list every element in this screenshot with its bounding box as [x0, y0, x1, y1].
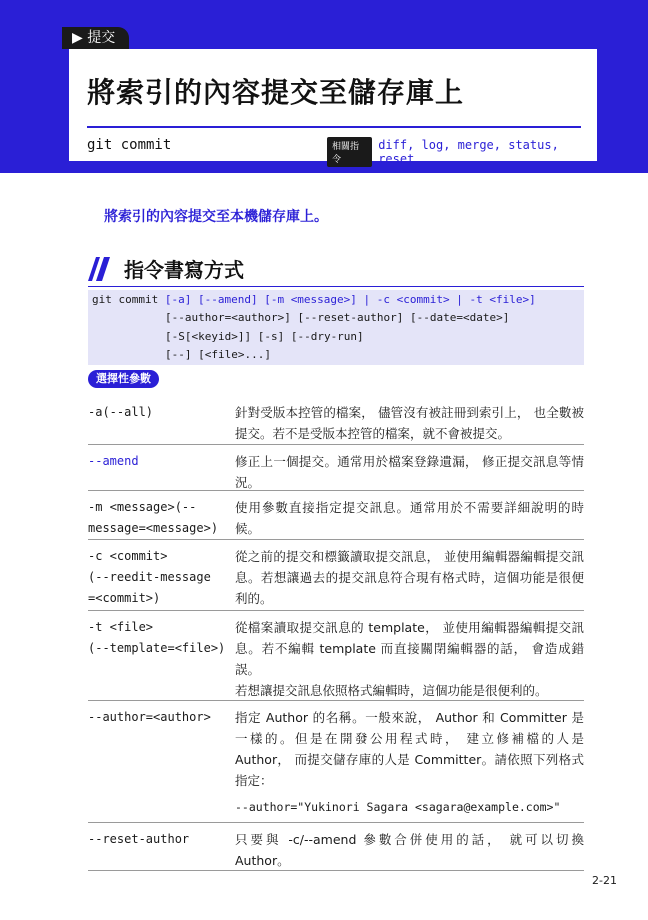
option-name: --reset-author: [88, 832, 190, 846]
option-example: --author="Yukinori Sagara <sagara@example.com>": [235, 800, 561, 814]
related-command-list: diff, log, merge, status, reset: [378, 138, 559, 166]
option-row: [88, 540, 584, 611]
optional-params-badge: 選擇性參數: [88, 370, 159, 388]
option-name: -a(--all): [88, 405, 154, 419]
option-row: [88, 701, 584, 823]
syntax-title: 指令書寫方式: [124, 258, 244, 282]
page-title: 將索引的內容提交至儲存庫上: [87, 76, 465, 109]
related-label: 相關指令: [327, 137, 372, 167]
option-name: -t <file> (--template=<file>): [88, 620, 226, 655]
option-description: 針對受版本控管的檔案， 儘管沒有被註冊到索引上， 也全數被提交。若不是受版本控管的檔案，就不會被提交。: [235, 405, 584, 441]
option-row: [88, 491, 584, 540]
option-description: 修正上一個提交。通常用於檔案登錄遺漏， 修正提交訊息等情況。: [235, 454, 584, 490]
option-name: --amend: [88, 454, 139, 468]
section-tab: ▶ 提交: [62, 27, 129, 49]
related-commands: [327, 137, 597, 167]
title-divider: [87, 126, 581, 128]
option-row: [88, 823, 584, 871]
summary-text: 將索引的內容提交至本機儲存庫上。: [104, 209, 328, 225]
syntax-line: [--author=<author>] [--reset-author] [--date=<date>]: [165, 311, 510, 324]
syntax-divider: [88, 286, 584, 287]
syntax-line: [--] [<file>...]: [165, 348, 271, 361]
option-description-text: 指定 Author 的名稱。一般來說， Author 和 Committer 是一樣的。但是在開發公用程式時， 建立修補檔的人是 Author， 而提交儲存庫的人是 Committer。請依照下列格式指定：: [235, 710, 584, 788]
option-name: -m <message>(-- message=<message>): [88, 500, 219, 535]
syntax-box: [88, 290, 584, 365]
option-name: --author=<author>: [88, 710, 211, 724]
option-description: 從檔案讀取提交訊息的 template， 並使用編輯器編輯提交訊息。若不編輯 template 而直接關閉編輯器的話， 會造成錯誤。 若想讓提交訊息依照格式編輯時，這個功能是很便利的。: [235, 620, 584, 698]
option-row: [88, 396, 584, 445]
syntax-line: git commit [-a] [--amend] [-m <message>] | -c <commit> | -t <file>]: [92, 293, 536, 306]
option-description: [235, 707, 584, 818]
option-row: [88, 611, 584, 701]
double-slash-icon: [88, 257, 116, 281]
command-name: git commit: [87, 137, 172, 153]
option-description: 只要與 -c/--amend 參數合併使用的話， 就可以切換 Author。: [235, 832, 584, 868]
syntax-line: [-S[<keyid>]] [-s] [--dry-run]: [165, 330, 364, 343]
title-box: [69, 49, 597, 166]
option-description: 從之前的提交和標籤讀取提交訊息， 並使用編輯器編輯提交訊息。若想讓過去的提交訊息符合現有格式時，這個功能是很便利的。: [235, 549, 584, 606]
option-name: -c <commit> (--reedit-message =<commit>): [88, 549, 211, 605]
page-number: 2-21: [592, 874, 617, 887]
option-description: 使用參數直接指定提交訊息。通常用於不需要詳細說明的時候。: [235, 500, 584, 536]
syntax-heading: [88, 254, 244, 283]
option-row: [88, 445, 584, 491]
